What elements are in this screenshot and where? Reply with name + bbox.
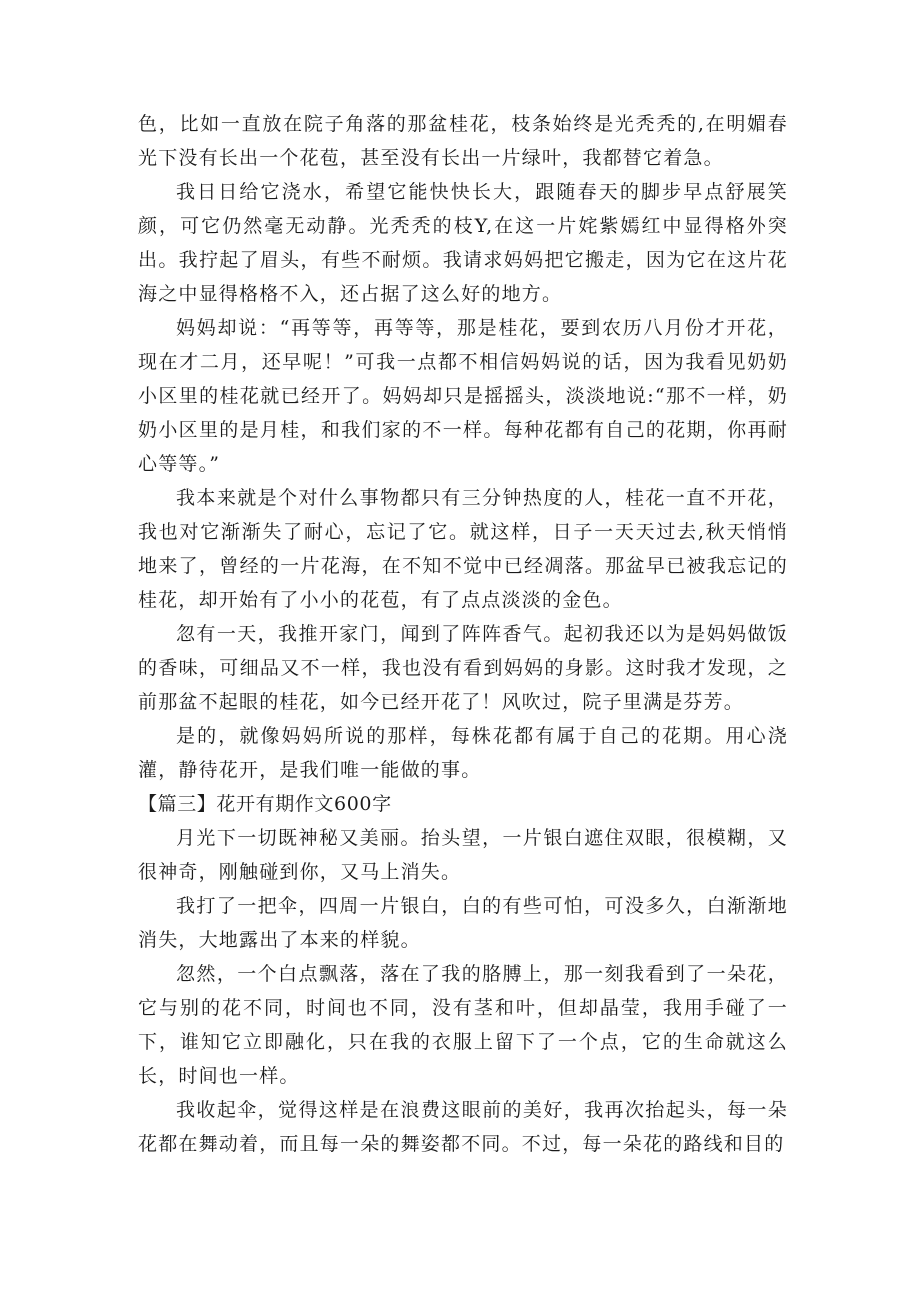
paragraph: 我日日给它浇水，希望它能快快长大，跟随春天的脚步早点舒展笑颜，可它仍然毫无动静。光秃秃的枝Y,在这一片姹紫嫣红中显得格外突出。我拧起了眉头，有些不耐烦。我请求妈妈把它搬走，因为它在这片花海之中显得格格不入，还占据了这么好的地方。 — [138, 181, 788, 305]
section-heading: 【篇三】花开有期作文600字 — [138, 793, 392, 815]
paragraph: 忽有一天，我推开家门，闻到了阵阵香气。起初我还以为是妈妈做饭的香味，可细品又不一样，我也没有看到妈妈的身影。这时我才发现，之前那盆不起眼的桂花，如今已经开花了！风吹过，院子里满是芬芳。 — [138, 623, 788, 713]
paragraph: 我本来就是个对什么事物都只有三分钟热度的人，桂花一直不开花，我也对它渐渐失了耐心，忘记了它。就这样，日子一天天过去,秋天悄悄地来了，曾经的一片花海，在不知不觉中已经凋落。那盆早已被我忘记的桂花，却开始有了小小的花苞，有了点点淡淡的金色。 — [138, 487, 788, 611]
paragraph-continued: 色，比如一直放在院子角落的那盆桂花，枝条始终是光秃秃的,在明媚春光下没有长出一个花苞，甚至没有长出一片绿叶，我都替它着急。 — [138, 113, 788, 169]
paragraph: 我收起伞，觉得这样是在浪费这眼前的美好，我再次抬起头，每一朵花都在舞动着，而且每一朵的舞姿都不同。不过，每一朵花的路线和目的 — [138, 1099, 788, 1155]
paragraph: 妈妈却说：“再等等，再等等，那是桂花，要到农历八月份才开花，现在才二月，还早呢！”可我一点都不相信妈妈说的话，因为我看见奶奶小区里的桂花就已经开了。妈妈却只是摇摇头，淡淡地说:“那不一样，奶奶小区里的是月桂，和我们家的不一样。每种花都有自己的花期，你再耐心等等。” — [138, 317, 788, 475]
paragraph: 我打了一把伞，四周一片银白，白的有些可怕，可没多久，白渐渐地消失，大地露出了本来的样貌。 — [138, 895, 788, 951]
paragraph: 月光下一切既神秘又美丽。抬头望，一片银白遮住双眼，很模糊，又很神奇，刚触碰到你，又马上消失。 — [138, 827, 788, 883]
paragraph: 忽然，一个白点飘落，落在了我的胳膊上，那一刻我看到了一朵花，它与别的花不同，时间也不同，没有茎和叶，但却晶莹，我用手碰了一下，谁知它立即融化，只在我的衣服上留下了一个点，它的生命就这么长，时间也一样。 — [138, 963, 788, 1087]
article-body — [138, 107, 788, 1161]
paragraph: 是的，就像妈妈所说的那样，每株花都有属于自己的花期。用心浇灌，静待花开，是我们唯一能做的事。 — [138, 725, 788, 781]
